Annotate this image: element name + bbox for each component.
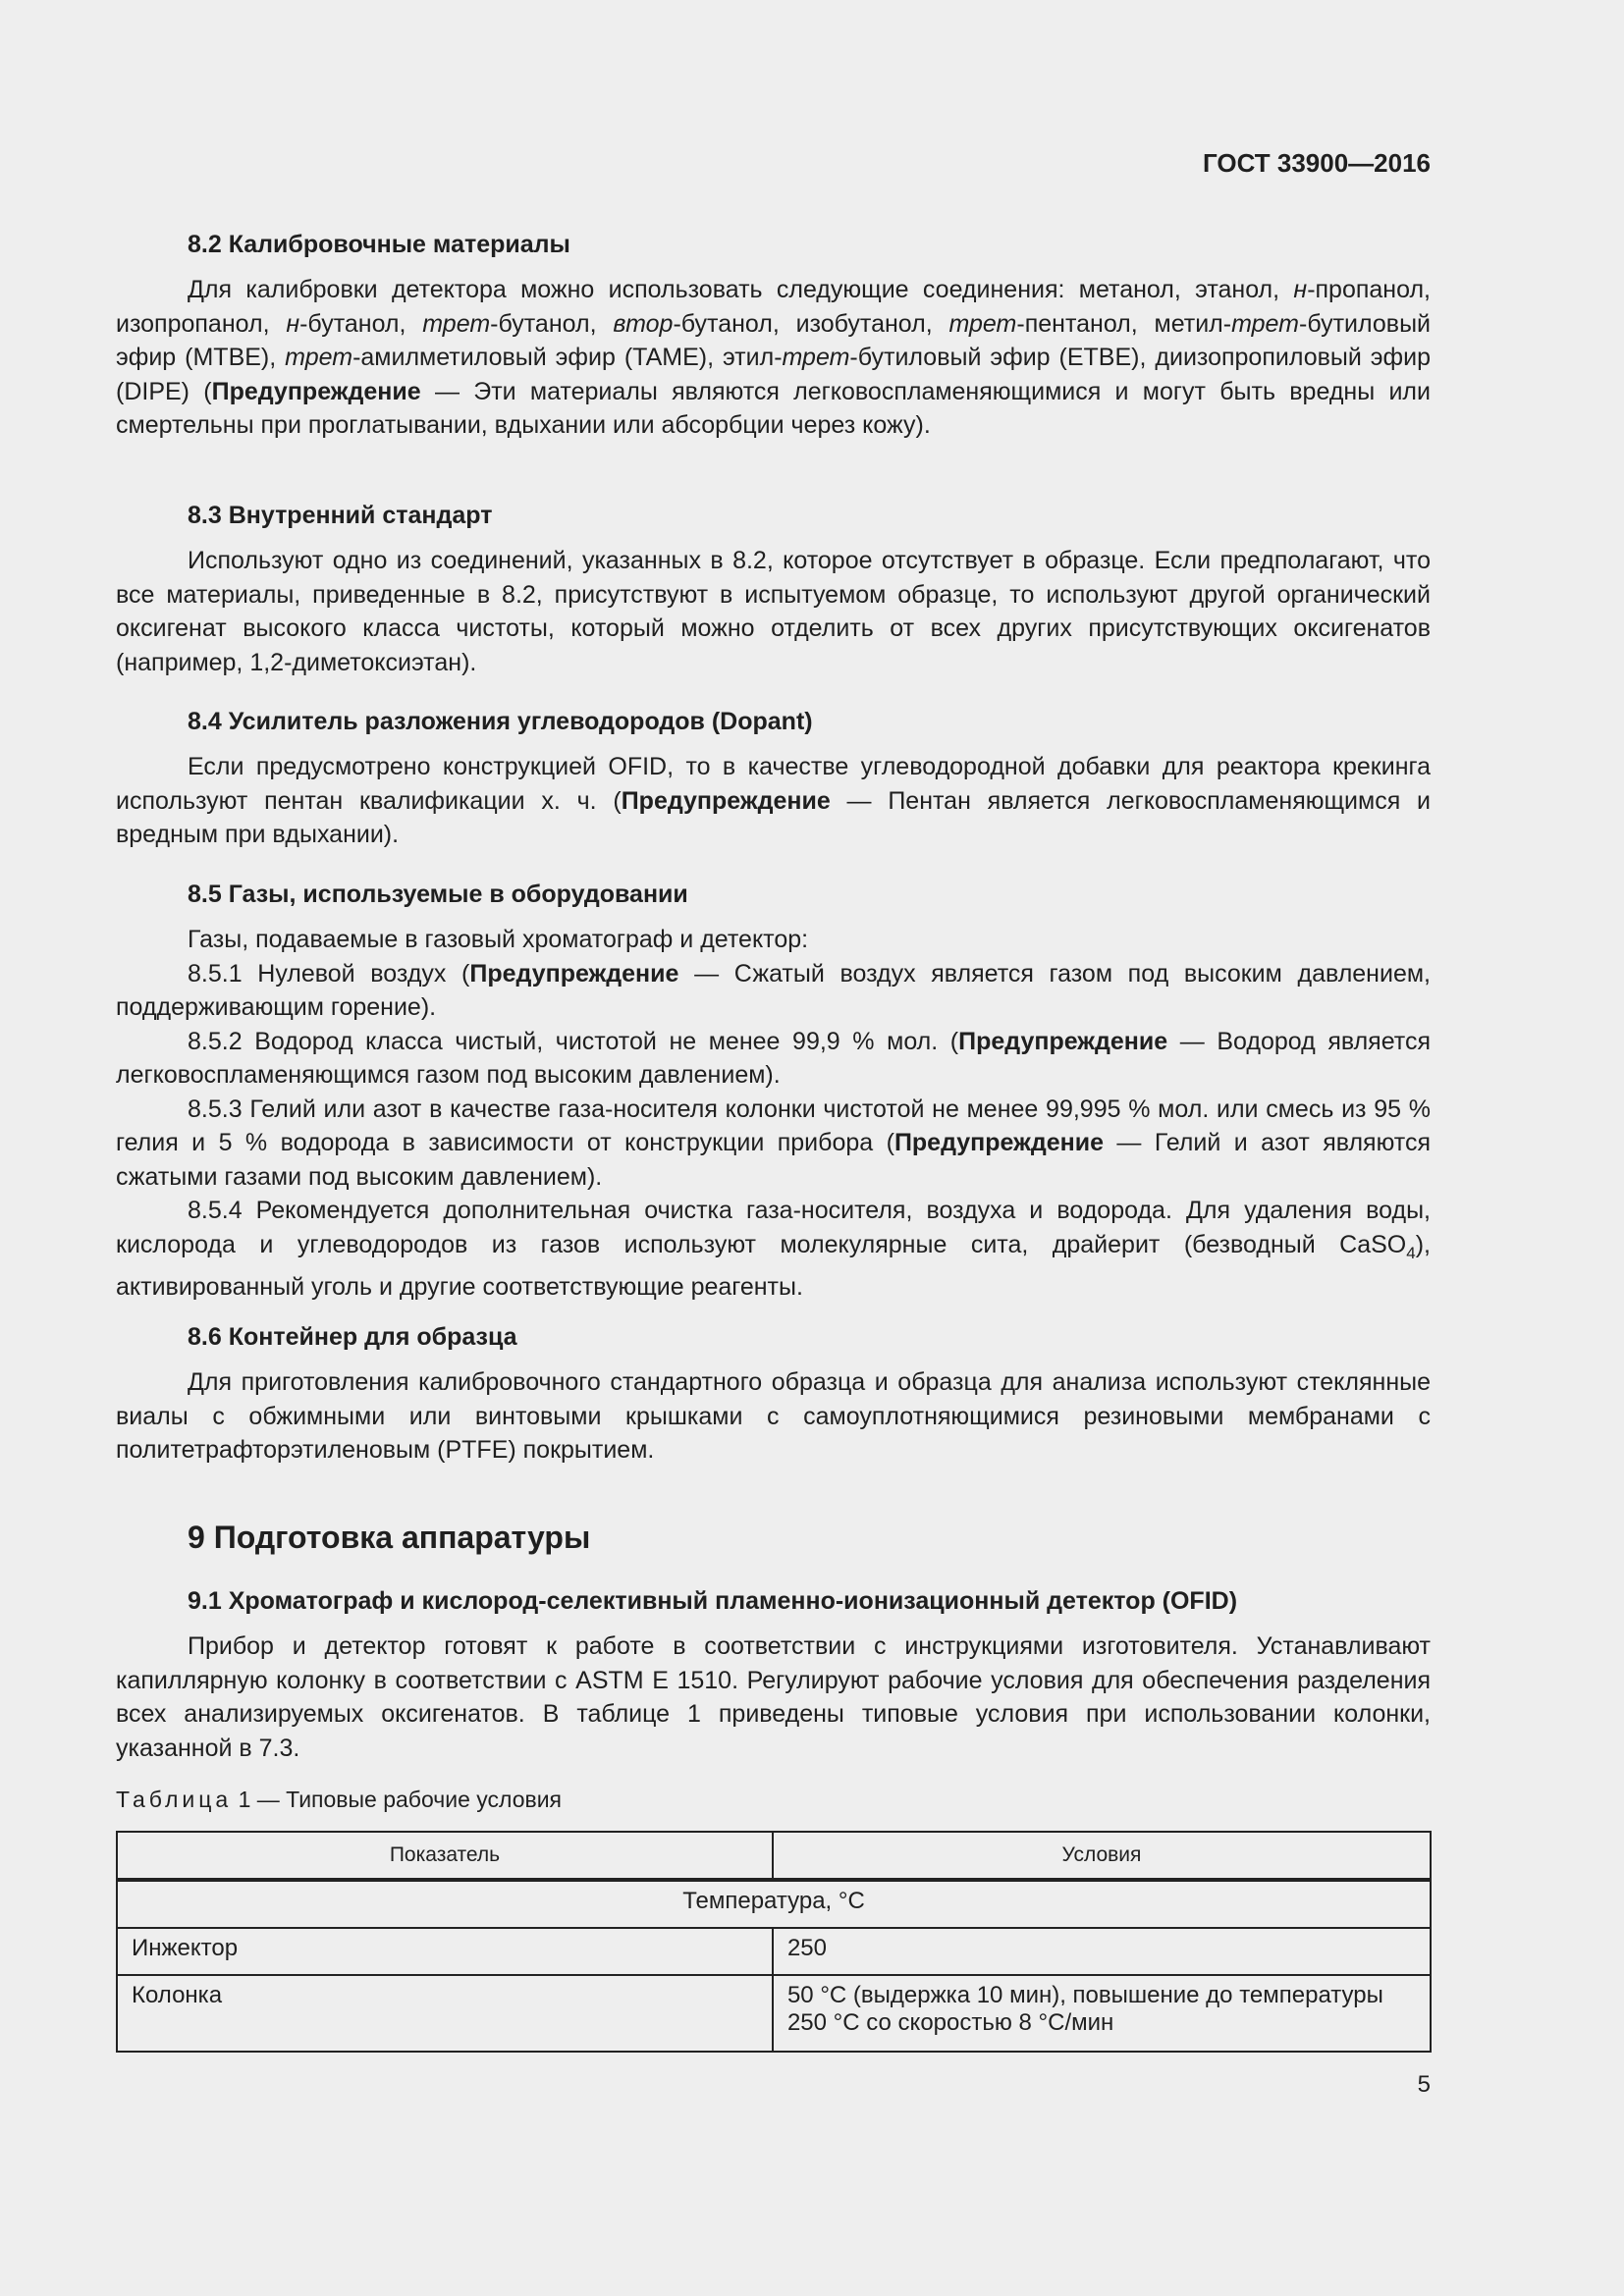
group-cell: Температура, °С	[117, 1880, 1431, 1928]
paragraph: 8.5.2 Водород класса чистый, чистотой не менее 99,9 % мол. (Предупреждение — Водород является легковоспламеняющимся газом под высоким давлением).	[116, 1027, 1431, 1089]
section-9	[116, 1518, 1431, 1557]
paragraph: Для калибровки детектора можно использовать следующие соединения: метанол, этанол, н-пропанол, изопропанол, н-бутанол, трет-бутанол, втор-бутанол, изобутанол, трет-пентанол, метил-трет-бутиловый эфир (MTBE), трет-амилметиловый эфир (TAME), этил-трет-бутиловый эфир (ETBE), диизопропиловый эфир (DIPE) (Предупреждение — Эти материалы являются легковоспламеняющимися и могут быть вредны или смертельны при проглатывании, вдыхании или абсорбции через кожу).	[116, 276, 1431, 439]
paragraph: Используют одно из соединений, указанных в 8.2, которое отсутствует в образце. Если предполагают, что все материалы, приведенные в 8.2, присутствуют в испытуемом образце, то используют другой органический оксигенат высокого класса чистоты, который можно отделить от всех других присутствующих оксигенатов (например, 1,2-диметоксиэтан).	[116, 547, 1431, 676]
page-number: 5	[1417, 2071, 1431, 2098]
paragraph: 8.5.3 Гелий или азот в качестве газа-носителя колонки чистотой не менее 99,995 % мол. или смесь из 95 % гелия и 5 % водорода в зависимости от конструкции прибора (Предупреждение — Гелий и азот являются сжатыми газами под высоким давлением).	[116, 1095, 1431, 1191]
conditions-table	[116, 1831, 1432, 2053]
header-cell: Показатель	[117, 1832, 773, 1880]
paragraph: Для приготовления калибровочного стандартного образца и образца для анализа используют стеклянные виалы с обжимными или винтовыми крышками с самоуплотняющимися резиновыми мембранами с политетрафторэтиленовым (PTFE) покрытием.	[116, 1368, 1431, 1464]
table-header-row	[117, 1832, 1431, 1880]
section-title: 8.6 Контейнер для образца	[188, 1323, 517, 1351]
section-8-2	[116, 228, 1431, 443]
condition-cell: 50 °С (выдержка 10 мин), повышение до температуры 250 °С со скоростью 8 °С/мин	[773, 1975, 1431, 2052]
table-row	[117, 1928, 1431, 1975]
paragraph: Если предусмотрено конструкцией OFID, то в качестве углеводородной добавки для реактора крекинга используют пентан квалификации х. ч. (Предупреждение — Пентан является легковоспламеняющимся и вредным при вдыхании).	[116, 753, 1431, 848]
section-8-3	[116, 499, 1431, 679]
section-title: 8.3 Внутренний стандарт	[188, 502, 493, 529]
param-cell: Инжектор	[117, 1928, 773, 1975]
chapter-title: 9 Подготовка аппаратуры	[188, 1520, 591, 1555]
section-title: 8.2 Калибровочные материалы	[188, 231, 570, 258]
section-title: 8.4 Усилитель разложения углеводородов (Dopant)	[188, 708, 813, 735]
paragraph: 8.5.4 Рекомендуется дополнительная очистка газа-носителя, воздуха и водорода. Для удаления воды, кислорода и углеводородов из газов используют молекулярные сита, драйерит (безводный CaSO$_4$), активированный уголь и другие соответствующие реагенты.	[116, 1197, 1431, 1301]
section-title: 8.5 Газы, используемые в оборудовании	[188, 881, 688, 908]
section-9-1	[116, 1584, 1431, 1765]
condition-cell: 250	[773, 1928, 1431, 1975]
section-8-6	[116, 1320, 1431, 1468]
section-title: 9.1 Хроматограф и кислород-селективный пламенно-ионизационный детектор (OFID)	[188, 1587, 1238, 1615]
table-row	[117, 1975, 1431, 2052]
table-caption: Таблица 1 — Типовые рабочие условия	[116, 1787, 563, 1812]
section-8-4	[116, 705, 1431, 852]
header-cell: Условия	[773, 1832, 1431, 1880]
table-group-row	[117, 1880, 1431, 1928]
paragraph: Прибор и детектор готовят к работе в соответствии с инструкциями изготовителя. Устанавливают капиллярную колонку в соответствии с ASTM E 1510. Регулируют рабочие условия для обеспечения разделения всех анализируемых оксигенатов. В таблице 1 приведены типовые условия при использовании колонки, указанной в 7.3.	[116, 1632, 1431, 1762]
paragraph: 8.5.1 Нулевой воздух (Предупреждение — Сжатый воздух является газом под высоким давлением, поддерживающим горение).	[116, 959, 1431, 1021]
standard-id: ГОСТ 33900—2016	[1203, 148, 1431, 178]
section-8-5	[116, 878, 1431, 1305]
param-cell: Колонка	[117, 1975, 773, 2052]
paragraph: Газы, подаваемые в газовый хроматограф и детектор:	[188, 926, 809, 953]
